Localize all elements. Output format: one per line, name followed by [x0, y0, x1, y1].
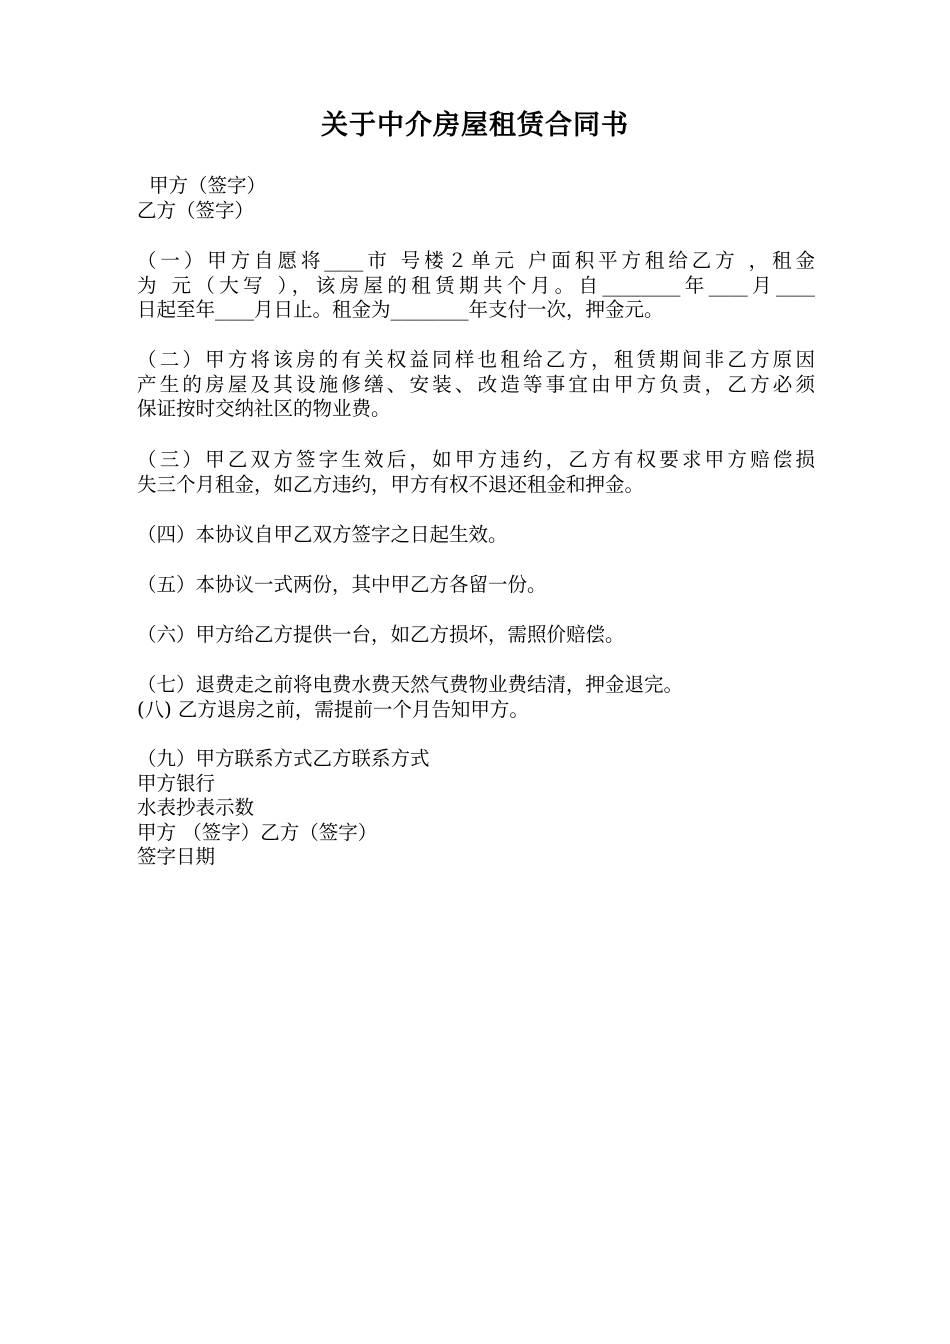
- clause-4: [137, 523, 815, 548]
- clause-3-line: 失三个月租金，如乙方违约，甲方有权不退还租金和押金。: [137, 472, 645, 496]
- party-a-sign-line: 甲方（签字）: [149, 174, 267, 197]
- clause-5-line: （五）本协议一式两份，其中甲乙方各留一份。: [137, 573, 547, 596]
- party-b-sign-line: 乙方（签字）: [137, 198, 255, 222]
- clause-2-line: 保证按时交纳社区的物业费。: [137, 397, 391, 421]
- clause-2: [137, 348, 815, 422]
- clause-2-line: 产生的房屋及其设施修缮、安装、改造等事宜由甲方负责，乙方必须: [137, 372, 815, 396]
- clause-4-line: （四）本协议自甲乙双方签字之日起生效。: [137, 523, 508, 546]
- clause-3-line: （三）甲乙双方签字生效后，如甲方违约，乙方有权要求甲方赔偿损: [137, 448, 815, 471]
- clause-8-line: (八) 乙方退房之前，需提前一个月告知甲方。: [137, 697, 529, 721]
- clause-1: [137, 249, 815, 323]
- clause-1-line: 日起至年____月日止。租金为________年支付一次，押金元。: [137, 298, 664, 322]
- clause-2-line: （二）甲方将该房的有关权益同样也租给乙方，租赁期间非乙方原因: [137, 348, 815, 371]
- clause-5: [137, 573, 815, 598]
- party-signature-block: [137, 174, 815, 223]
- clause-6: [137, 623, 815, 648]
- sign-date-line: 签字日期: [137, 845, 216, 869]
- clause-1-line: （一）甲方自愿将____市 号楼２单元 户面积平方租给乙方 ，租金: [137, 249, 815, 272]
- contact-block: [137, 747, 815, 870]
- clause-7-line: （七）退费走之前将电费水费天然气费物业费结清，押金退完。: [137, 673, 684, 696]
- clause-9-line: （九）甲方联系方式乙方联系方式: [137, 747, 430, 770]
- document-title: 关于中介房屋租赁合同书: [321, 110, 629, 141]
- final-signatures-line: 甲方 （签字）乙方（签字）: [137, 820, 378, 844]
- bank-line: 甲方银行: [137, 771, 216, 795]
- water-meter-line: 水表抄表示数: [137, 796, 255, 820]
- clause-7-8: [137, 673, 815, 722]
- clause-1-line: 为 元（大写 ），该房屋的租赁期共个月。自________年____月____: [137, 273, 815, 297]
- clause-3: [137, 448, 815, 497]
- clause-6-line: （六）甲方给乙方提供一台，如乙方损坏，需照价赔偿。: [137, 623, 625, 646]
